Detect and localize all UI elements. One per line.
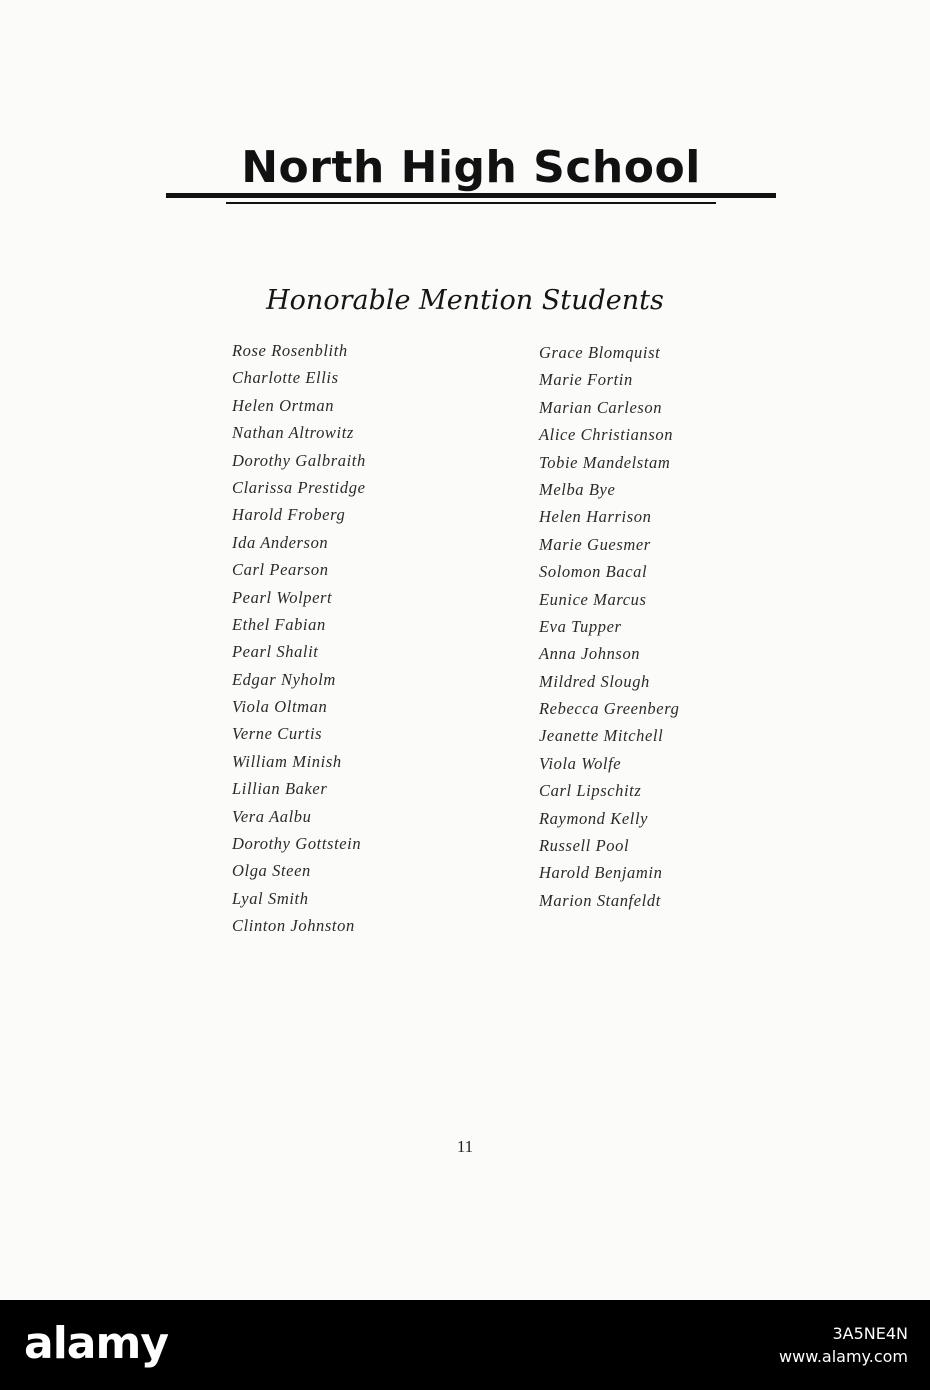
watermark-info [779,1322,908,1368]
student-name: Clinton Johnston [232,916,355,936]
student-name: Rose Rosenblith [232,341,348,360]
student-name: Melba Bye [539,479,616,499]
student-name: Russell Pool [539,836,630,856]
student-name: Lyal Smith [232,888,309,908]
student-name: Tobie Mandelstam [539,452,671,472]
student-name: Helen Harrison [539,507,652,527]
student-name: Dorothy Gottstein [232,834,362,854]
student-name: Lillian Baker [232,779,328,799]
student-name: Verne Curtis [232,724,323,744]
student-name: Edgar Nyholm [232,669,336,689]
student-name: Charlotte Ellis [232,368,339,388]
section-heading: Honorable Mention Students [266,285,664,316]
student-name: Marion Stanfeldt [539,890,661,910]
names-column-left [232,337,366,940]
student-name: Pearl Wolpert [232,587,333,607]
student-name: William Minish [232,751,342,771]
page-title: North High School [241,142,701,193]
student-name: Harold Benjamin [539,863,663,883]
student-name: Harold Froberg [232,505,346,525]
student-name: Grace Blomquist [539,343,661,362]
student-name: Marie Fortin [539,370,633,390]
site-url: www.alamy.com [779,1347,908,1366]
image-id: 3A5NE4N [832,1324,908,1343]
student-name: Carl Lipschitz [539,781,642,801]
names-column-right [539,339,679,914]
student-name: Raymond Kelly [539,808,649,828]
watermark-bar [0,1300,930,1390]
student-name: Marian Carleson [539,397,663,417]
student-name: Solomon Bacal [539,562,648,582]
student-name: Helen Ortman [232,395,335,415]
student-name: Rebecca Greenberg [539,699,680,719]
student-name: Viola Wolfe [539,753,622,773]
student-name: Eva Tupper [539,616,622,636]
student-name: Anna Johnson [539,644,641,664]
student-name: Ida Anderson [232,532,329,552]
title-underline-thin [226,202,716,204]
page-number: 11 [456,1137,474,1156]
student-name: Alice Christianson [539,425,674,445]
student-name: Marie Guesmer [539,534,651,554]
title-underline [166,193,776,198]
student-name: Pearl Shalit [232,642,319,662]
student-name: Carl Pearson [232,560,329,580]
title-block [166,140,776,210]
student-name: Olga Steen [232,861,311,881]
student-name: Eunice Marcus [539,589,647,609]
alamy-logo: alamy [24,1318,168,1369]
student-name: Mildred Slough [539,671,650,691]
student-name: Nathan Altrowitz [232,423,354,443]
student-name: Ethel Fabian [232,614,326,634]
student-name: Clarissa Prestidge [232,477,366,497]
student-name: Vera Aalbu [232,806,312,826]
student-name: Dorothy Galbraith [232,450,366,470]
student-name: Jeanette Mitchell [539,726,664,746]
student-name: Viola Oltman [232,697,328,717]
